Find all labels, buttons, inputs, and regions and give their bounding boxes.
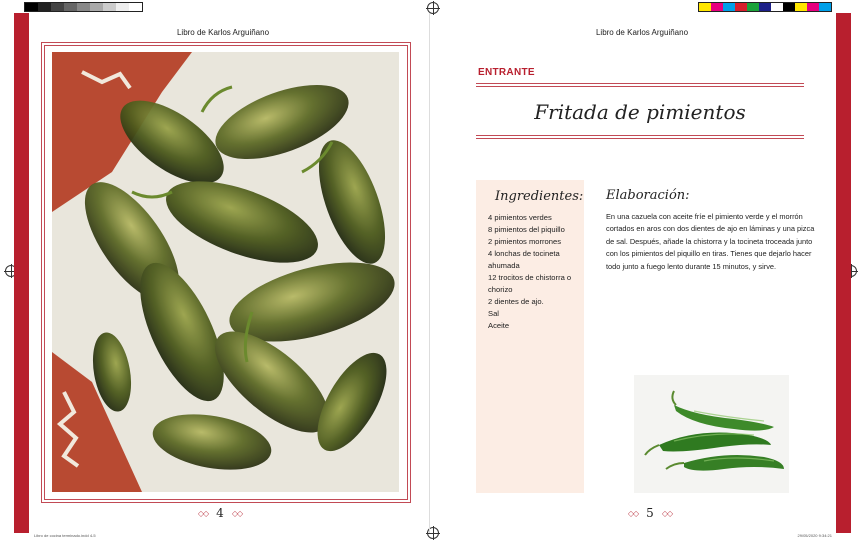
method-text: [606, 211, 821, 273]
ingredients-list: [488, 212, 580, 332]
method-line: de sal. Después, añade la chistorra y la tocineta troceada junto: [606, 236, 813, 246]
ingredient-item: Sal: [488, 309, 499, 318]
photo-frame: [44, 45, 408, 500]
slug-date: 29/05/2020 9:34:21: [797, 533, 832, 538]
ingredient-item: 4 pimientos verdes: [488, 213, 552, 222]
peppers-photo: [52, 52, 399, 492]
title-rule-top: [476, 83, 804, 87]
diamond-ornament-icon: ◇◇: [661, 508, 673, 518]
ingredient-item: 2 pimientos morrones: [488, 237, 562, 246]
ingredient-item: 12 trocitos de chistorra o: [488, 273, 572, 282]
diamond-ornament-icon: ◇◇: [197, 508, 209, 518]
ingredient-item: Aceite: [488, 321, 510, 330]
color-calibration-bar: [698, 2, 832, 12]
ingredient-item: 8 pimientos del piquillo: [488, 225, 565, 234]
running-head-left: Libro de Karlos Arguiñano: [176, 28, 270, 37]
method-line: todo junto a fuego lento durante 15 minutos, y sirve.: [606, 261, 777, 271]
grayscale-calibration-bar: [24, 2, 143, 12]
page-number: 5: [646, 506, 654, 520]
ingredient-item: 2 dientes de ajo.: [488, 297, 544, 306]
ingredients-panel: [476, 180, 584, 493]
recipe-title: Fritada de pimientos: [534, 100, 746, 124]
left-edge-band: [14, 13, 29, 533]
page-number: 4: [216, 506, 224, 520]
running-head-right: Libro de Karlos Arguiñano: [595, 28, 689, 37]
chili-photo: [634, 375, 789, 493]
method-line: En una cazuela con aceite fríe el pimiento verde y el morrón: [606, 212, 803, 221]
ingredient-item: chorizo: [488, 285, 513, 294]
method-line: con los pimientos del piquillo en tiras. Tienes que dejarlo hacer: [606, 249, 812, 259]
peppers-illustration: [52, 52, 399, 492]
right-edge-band: [836, 13, 851, 533]
recipe-category: ENTRANTE: [478, 67, 535, 78]
diamond-ornament-icon: ◇◇: [627, 508, 639, 518]
ingredients-heading: Ingredientes:: [495, 189, 584, 204]
method-heading: Elaboración:: [606, 188, 690, 203]
page-number-right: [620, 504, 680, 522]
diamond-ornament-icon: ◇◇: [231, 508, 243, 518]
page-number-left: [190, 504, 250, 522]
ingredient-item: 4 lonchas de tocineta: [488, 249, 560, 258]
method-line: cortados en aros con dos dientes de ajo en láminas y una pizca: [606, 224, 815, 234]
ingredient-item: ahumada: [488, 261, 520, 270]
spine-divider: [429, 13, 430, 533]
slug-filename: Libro de cocina terminado.indd 4-5: [34, 533, 96, 538]
title-rule-bottom: [476, 135, 804, 139]
green-chili-illustration: [634, 375, 789, 493]
